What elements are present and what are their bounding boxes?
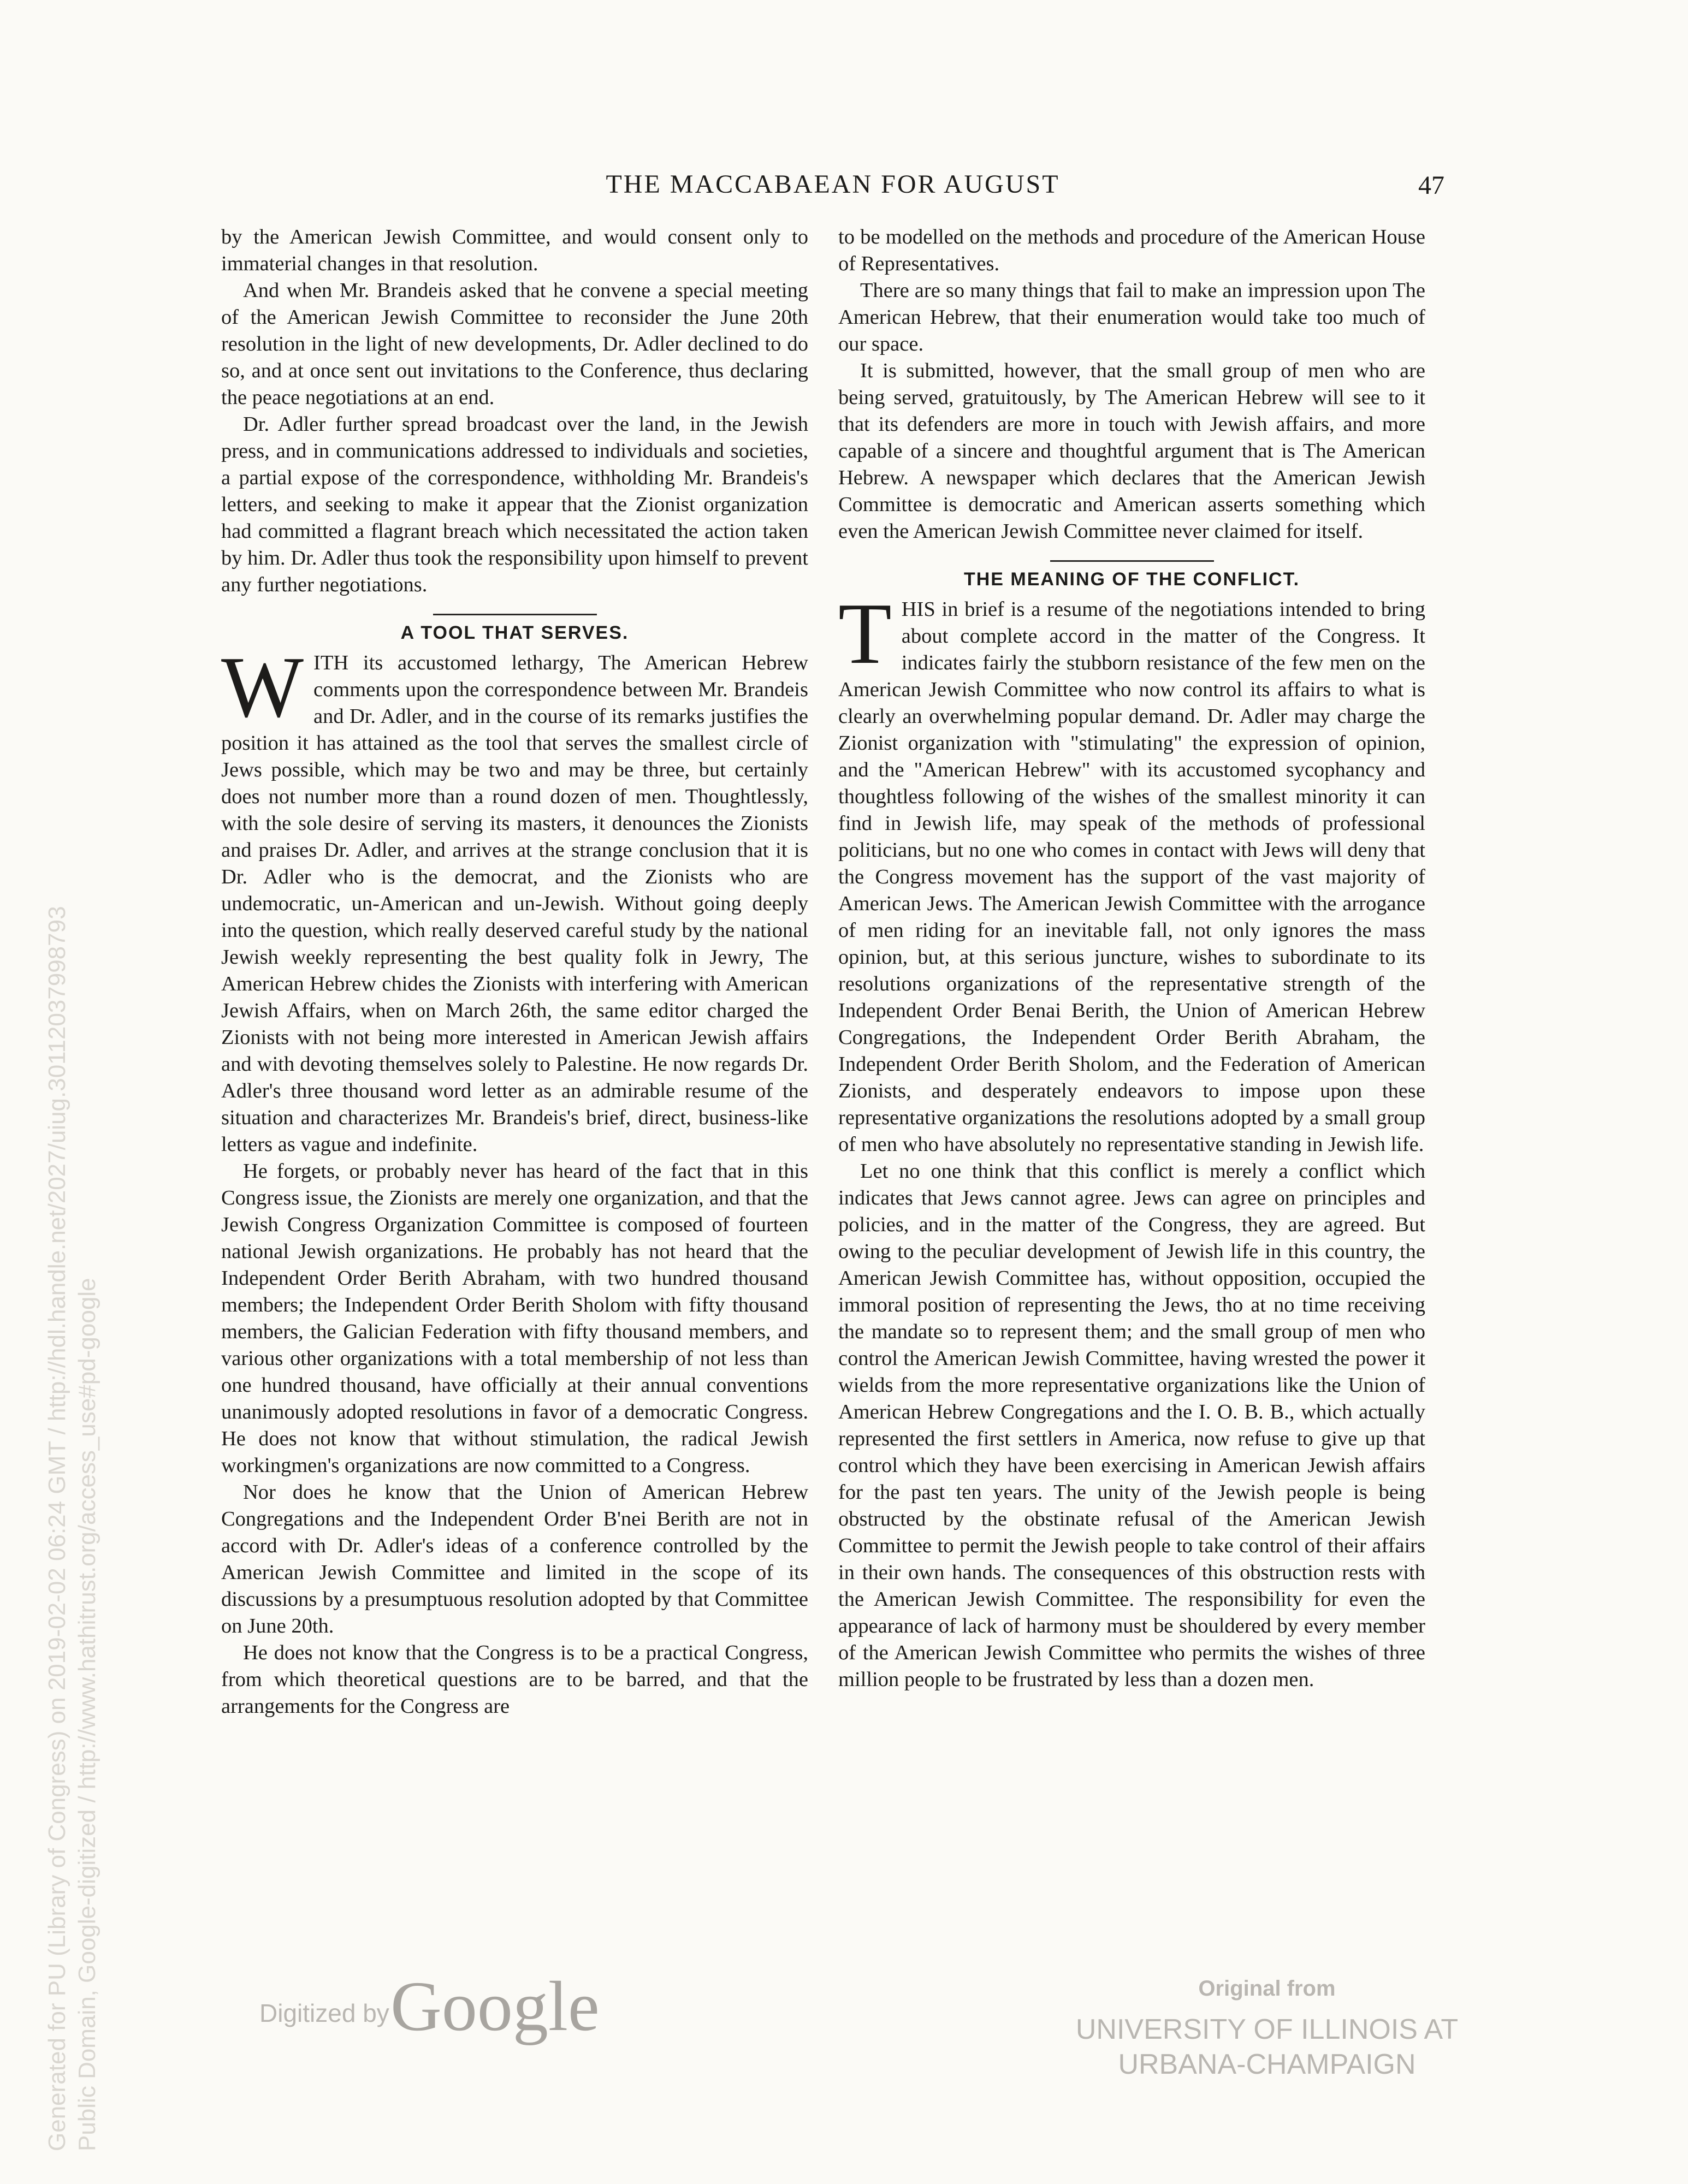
lead-text: ITH its accustomed lethargy, The American Hebrew comments upon the correspondence between Mr. Brandeis and Dr. Adler, and in the course of its remarks justifies the position it has attained as the tool that serves the smallest circle of Jews possible, which may be two and may be three, but certainly does not number more than a round dozen of men. Thoughtlessly, with the sole desire of serving its masters, it denounces the Zionists and praises Dr. Adler, and arrives at the strange conclusion that it is Dr. Adler who is the democrat, and the Zionists who are undemocratic, un-American and un-Jewish. Without going deeply into the question, which really deserved careful study by the national Jewish weekly representing the best quality folk in Jewry, The American Hebrew chides the Zionists with interfering with American Jewish Affairs, when on March 26th, the same editor charged the Zionists with not being more interested in American Jewish affairs and with devoting themselves solely to Palestine. He now regards Dr. Adler's three thousand word letter as an admirable resume of the situation and characterizes Mr. Brandeis's brief, direct, business-like letters as vague and indefinite. [221, 651, 808, 1156]
body-paragraph: Nor does he know that the Union of American Hebrew Congregations and the Independent Order B'nei Berith are not in accord with Dr. Adler's ideas of a conference controlled by the American Jewish Committee and limited in the scope of its discussions by a presumptuous resolution adopted by that Committee on June 20th. [221, 1481, 808, 1637]
section-divider [433, 614, 597, 615]
lead-text: HIS in brief is a resume of the negotiations intended to bring about complete accord in the matter of the Congress. It indicates fairly the stubborn resistance of the few men on the American Jewish Committee who now control its affairs to what is clearly an overwhelming popular demand. Dr. Adler may charge the Zionist organization with "stimulating" the expression of opinion, and the "American Hebrew" with its accustomed sycophancy and thoughtless following of the wishes of the smallest minority it can find in Jewish life, may speak of the methods of professional politicians, but no one who comes in contact with Jews will deny that the Congress movement has the support of the vast majority of American Jews. The American Jewish Committee with the arrogance of men riding for an inevitable fall, not only ignores the mass opinion, but, at this serious juncture, wishes to subordinate to its resolutions organizations of the representative strength of the Independent Order Benai Berith, the Union of American Hebrew Congregations, the Independent Order Berith Abraham, the Independent Order Berith Sholom, and the Federation of American Zionists, and desperately endeavors to impose upon these representative organizations the resolutions adopted by a small group of men who have absolutely no representative standing in Jewish life. [838, 598, 1425, 1156]
access-watermark [0, 0, 109, 2184]
drop-cap: W [221, 638, 304, 735]
section-heading: THE MEANING OF THE CONFLICT. [963, 569, 1300, 590]
watermark-line: Generated for PU (Library of Congress) on 2019-02-02 06:24 GMT / http://hdl.handle.net/2027/uiug.30112037998793 [44, 906, 70, 2151]
running-title: THE MACCABAEAN FOR AUGUST [606, 170, 1060, 199]
section-lead-paragraph [221, 638, 808, 1158]
drop-cap: T [838, 585, 892, 682]
body-paragraph: to be modelled on the methods and procedure of the American House of Representatives. [838, 225, 1425, 275]
page-number: 47 [1418, 171, 1444, 200]
body-paragraph: There are so many things that fail to make an impression upon The American Hebrew, that their enumeration would take too much of our space. [838, 279, 1425, 355]
digitized-by-label: Digitized by [259, 1999, 389, 2027]
section-divider [1050, 560, 1214, 562]
institution-line: URBANA-CHAMPAIGN [1118, 2049, 1416, 2080]
original-source-mark [1059, 1977, 1474, 2082]
watermark-line: Public Domain, Google-digitized / http://www.hathitrust.org/access_use#pd-google [74, 1278, 100, 2151]
body-paragraph: He does not know that the Congress is to be a practical Congress, from which theoretical questions are to be barred, and that the arrangements for the Congress are [221, 1641, 808, 1718]
section-lead-paragraph [838, 585, 1425, 1158]
google-logo: Google [390, 1967, 600, 2046]
page-header [221, 164, 1444, 207]
body-paragraph: It is submitted, however, that the small group of men who are being served, gratuitously, by The American Hebrew will see to it that its defenders are more in touch with Jewish affairs, and more capable of a sincere and thoughtful argument that is The American Hebrew. A newspaper which declares that the American Jewish Committee is democratic and American asserts something which even the American Jewish Committee never claimed for itself. [838, 359, 1425, 543]
institution-line: UNIVERSITY OF ILLINOIS AT [1075, 2014, 1459, 2045]
body-paragraph: He forgets, or probably never has heard of the fact that in this Congress issue, the Zionists are merely one organization, and that the Jewish Congress Organization Committee is composed of fourteen national Jewish organizations. He probably has not heard that the Independent Order Berith Abraham, with two hundred thousand members; the Independent Order Berith Sholom with fifty thousand members, the Galician Federation with fifty thousand members, and various other organizations with a total membership of not less than one hundred thousand, have officially at their annual conventions unanimously adopted resolutions in favor of a democratic Congress. He does not know that without stimulation, the radical Jewish workingmen's organizations are now committed to a Congress. [221, 1160, 808, 1477]
left-column [221, 224, 808, 1720]
body-paragraph: Dr. Adler further spread broadcast over the land, in the Jewish press, and in communications addressed to individuals and societies, a partial expose of the correspondence, withholding Mr. Brandeis's letters, and seeking to make it appear that the Zionist organization had committed a flagrant breach which necessitated the action taken by him. Dr. Adler thus took the responsibility upon himself to prevent any further negotiations. [221, 413, 808, 596]
institution-name [1059, 2012, 1474, 2082]
body-paragraph: Let no one think that this conflict is merely a conflict which indicates that Jews cannot agree. Jews can agree on principles and policies, and in the matter of the Congress, they are agreed. But owing to the peculiar development of Jewish life in this country, the American Jewish Committee has, without opposition, occupied the immoral position of representing the Jews, tho at no time receiving the mandate so to represent them; and the small group of men who control the American Jewish Committee, having wrested the power it wields from the more representative organizations like the Union of American Hebrew Congregations and the I. O. B. B., which actually represented the first settlers in America, now refuse to give up that control which they have been exercising in American Jewish affairs for the past ten years. The unity of the Jewish people is being obstructed by the obstinate refusal of the American Jewish Committee to permit the Jewish people to take control of their affairs in their own hands. The consequences of this obstruction rests with the American Jewish Committee. The responsibility for even the appearance of lack of harmony must be shouldered by every member of the American Jewish Committee who permits the wishes of three million people to be frustrated by less than a dozen men. [838, 1160, 1425, 1691]
digitized-by-mark [259, 1966, 598, 2048]
body-paragraph: And when Mr. Brandeis asked that he convene a special meeting of the American Jewish Committee to reconsider the June 20th resolution in the light of new developments, Dr. Adler declined to do so, and at once sent out invitations to the Conference, thus declaring the peace negotiations at an end. [221, 279, 808, 409]
right-column [838, 224, 1425, 1693]
section-heading: A TOOL THAT SERVES. [400, 622, 629, 643]
body-paragraph: by the American Jewish Committee, and would consent only to immaterial changes in that resolution. [221, 225, 808, 275]
original-from-label: Original from [1198, 1977, 1336, 2001]
